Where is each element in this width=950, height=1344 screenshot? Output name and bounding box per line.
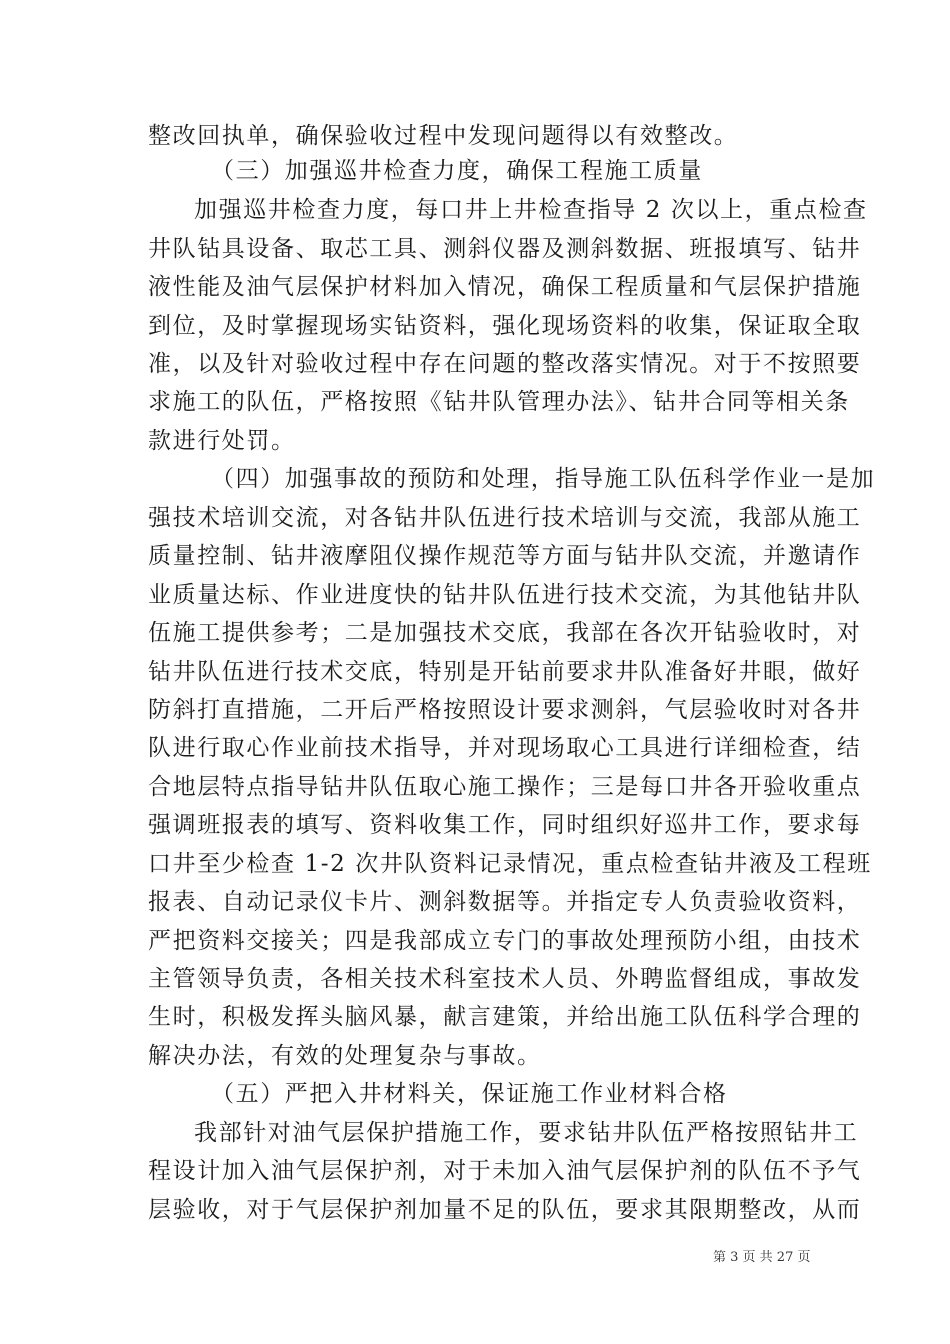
- paragraph-line: 我部针对油气层保护措施工作，要求钻井队伍严格按照钻井工: [194, 1120, 859, 1146]
- paragraph-line: 解决办法，有效的处理复杂与事故。: [148, 1043, 542, 1069]
- paragraph-line: 强调班报表的填写、资料收集工作，同时组织好巡井工作，要求每: [148, 812, 862, 838]
- paragraph-line: 严把资料交接关；四是我部成立专门的事故处理预防小组，由技术: [148, 928, 862, 954]
- paragraph-line: 求施工的队伍，严格按照《钻井队管理办法》、钻井合同等相关条: [148, 389, 850, 415]
- paragraph-line: 钻井队伍进行技术交底，特别是开钻前要求井队准备好井眼，做好: [148, 659, 862, 685]
- paragraph-line: 伍施工提供参考；二是加强技术交底，我部在各次开钻验收时，对: [148, 620, 862, 646]
- paragraph-line: 款进行处罚。: [148, 428, 296, 454]
- paragraph-line: 合地层特点指导钻井队伍取心施工操作；三是每口井各开验收重点: [148, 774, 862, 800]
- section-heading: （五）严把入井材料关，保证施工作业材料合格: [211, 1081, 728, 1107]
- page-number-footer: 第 3 页 共 27 页: [713, 1250, 811, 1265]
- paragraph-line: 准，以及针对验收过程中存在问题的整改落实情况。对于不按照要: [148, 351, 862, 377]
- paragraph-line: 到位，及时掌握现场实钻资料，强化现场资料的收集，保证取全取: [148, 313, 862, 339]
- section-heading: （四）加强事故的预防和处理，指导施工队伍科学作业一是加: [211, 466, 876, 492]
- paragraph-line: 主管领导负责，各相关技术科室技术人员、外聘监督组成，事故发: [148, 966, 862, 992]
- paragraph-line: 加强巡井检查力度，每口井上井检查指导 2 次以上，重点检查: [194, 197, 868, 223]
- paragraph-line: 井队钻具设备、取芯工具、测斜仪器及测斜数据、班报填写、钻井: [148, 236, 862, 262]
- paragraph-line: 质量控制、钻井液摩阻仪操作规范等方面与钻井队交流，并邀请作: [148, 543, 862, 569]
- paragraph-line: 强技术培训交流，对各钻井队伍进行技术培训与交流，我部从施工: [148, 505, 862, 531]
- paragraph-line: 层验收，对于气层保护剂加量不足的队伍，要求其限期整改，从而: [148, 1197, 862, 1223]
- paragraph-line: 液性能及油气层保护材料加入情况，确保工程质量和气层保护措施: [148, 274, 862, 300]
- paragraph-line: 业质量达标、作业进度快的钻井队伍进行技术交流，为其他钻井队: [148, 582, 862, 608]
- paragraph-line: 程设计加入油气层保护剂，对于未加入油气层保护剂的队伍不予气: [148, 1158, 862, 1184]
- paragraph-line: 整改回执单，确保验收过程中发现问题得以有效整改。: [148, 123, 739, 149]
- paragraph-line: 报表、自动记录仪卡片、测斜数据等。并指定专人负责验收资料，: [148, 889, 862, 915]
- section-heading: （三）加强巡井检查力度，确保工程施工质量: [211, 158, 703, 184]
- paragraph-line: 防斜打直措施，二开后严格按照设计要求测斜，气层验收时对各井: [148, 697, 862, 723]
- paragraph-line: 口井至少检查 1-2 次井队资料记录情况，重点检查钻井液及工程班: [148, 851, 872, 877]
- paragraph-line: 队进行取心作业前技术指导，并对现场取心工具进行详细检查，结: [148, 735, 862, 761]
- paragraph-line: 生时，积极发挥头脑风暴，献言建策，并给出施工队伍科学合理的: [148, 1004, 862, 1030]
